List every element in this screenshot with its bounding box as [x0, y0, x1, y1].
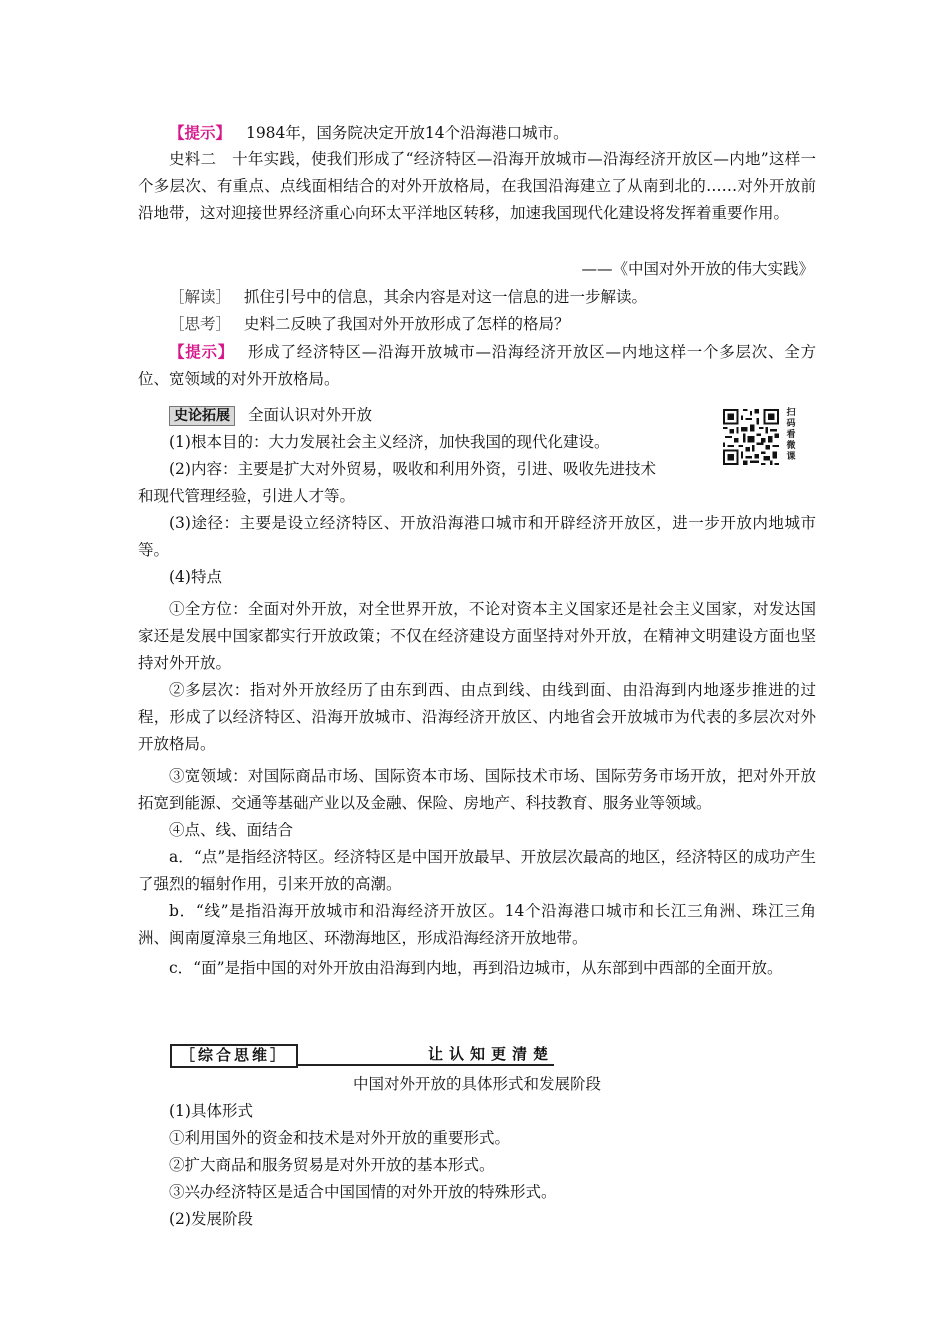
source-two-paragraph: 史料二 十年实践，使我们形成了“经济特区—沿海开放城市—沿海经济开放区—内地”这样一个多层次、有重点、点线面相结合的对外开放格局，在我国沿海建立了从南到北的……对外开放前沿地带，这对迎接世界经济重心向环太平洋地区转移，加速我国现代化建设将发挥着重要作用。 [138, 150, 816, 222]
expand-item: b．“线”是指沿海开放城市和沿海经济开放区。14个沿海港口城市和长江三角洲、珠江三角洲、闽南厦漳泉三角地区、环渤海地区，形成沿海经济开放地带。 [138, 902, 816, 947]
qr-caption: 扫码看微课 [786, 408, 796, 462]
expand-item: c．“面”是指中国的对外开放由沿海到内地，再到沿边城市，从东部到中西部的全面开放。 [169, 959, 783, 977]
hint-tag: 【提示】 [169, 123, 232, 142]
expand-item-continued: 和现代管理经验，引进人才等。 [138, 487, 356, 505]
hint-paragraph-1 [138, 119, 816, 147]
synthesis-banner [170, 1044, 554, 1066]
synthesis-item: ②扩大商品和服务贸易是对外开放的基本形式。 [169, 1156, 495, 1174]
expand-item: (4)特点 [169, 568, 222, 586]
expand-item: (2)内容：主要是扩大对外贸易，吸收和利用外资，引进、吸收先进技术 [169, 460, 656, 478]
hint-text: 形成了经济特区—沿海开放城市—沿海经济开放区—内地这样一个多层次、全方位、宽领域的对外开放格局。 [138, 343, 816, 388]
expand-item: (3)途径：主要是设立经济特区、开放沿海港口城市和开辟经济开放区，进一步开放内地城市等。 [138, 514, 816, 559]
expand-label: 史论拓展 [169, 406, 235, 426]
synthesis-item: ③兴办经济特区是适合中国国情的对外开放的特殊形式。 [169, 1183, 557, 1201]
interpretation-paragraph [138, 284, 816, 311]
synthesis-item: (2)发展阶段 [169, 1210, 253, 1228]
expand-item: ③宽领域：对国际商品市场、国际资本市场、国际技术市场、国际劳务市场开放，把对外开放拓宽到能源、交通等基础产业以及金融、保险、房地产、科技教育、服务业等领域。 [138, 767, 816, 812]
expand-header [138, 402, 709, 429]
interpretation-text: 抓住引号中的信息，其余内容是对这一信息的进一步解读。 [243, 288, 647, 306]
think-text: 史料二反映了我国对外开放形成了怎样的格局？ [243, 315, 570, 333]
interpretation-tag: ［解读］ [169, 288, 232, 306]
hint-tag: 【提示】 [169, 342, 234, 361]
synthesis-heading: 中国对外开放的具体形式和发展阶段 [352, 1075, 601, 1093]
synthesis-item: ①利用国外的资金和技术是对外开放的重要形式。 [169, 1129, 511, 1147]
expand-item: (1)根本目的：大力发展社会主义经济，加快我国的现代化建设。 [169, 433, 610, 451]
source-citation: ——《中国对外开放的伟大实践》 [581, 260, 814, 278]
expand-item: ①全方位：全面对外开放，对全世界开放，不论对资本主义国家还是社会主义国家，对发达国家还是发展中国家都实行开放政策；不仅在经济建设方面坚持对外开放，在精神文明建设方面也坚持对外开放。 [138, 600, 816, 672]
expand-title: 全面认识对外开放 [247, 406, 372, 424]
hint-text: 1984年，国务院决定开放14个沿海港口城市。 [245, 124, 569, 142]
expand-item: ④点、线、面结合 [169, 821, 294, 839]
expand-item: a．“点”是指经济特区。经济特区是中国开放最早、开放层次最高的地区，经济特区的成功产生了强烈的辐射作用，引来开放的高潮。 [138, 848, 816, 893]
synthesis-slogan: 让认知更清楚 [427, 1045, 554, 1063]
hint-paragraph-2 [138, 338, 816, 393]
think-tag: ［思考］ [169, 315, 232, 333]
expand-item: ②多层次：指对外开放经历了由东到西、由点到线、由线到面、由沿海到内地逐步推进的过程，形成了以经济特区、沿海开放城市、沿海经济开放区、内地省会开放城市为代表的多层次对外开放格局。 [138, 681, 816, 753]
synthesis-label: ［综合思维］ [170, 1044, 298, 1068]
think-paragraph [138, 311, 816, 338]
synthesis-item: (1)具体形式 [169, 1102, 253, 1120]
